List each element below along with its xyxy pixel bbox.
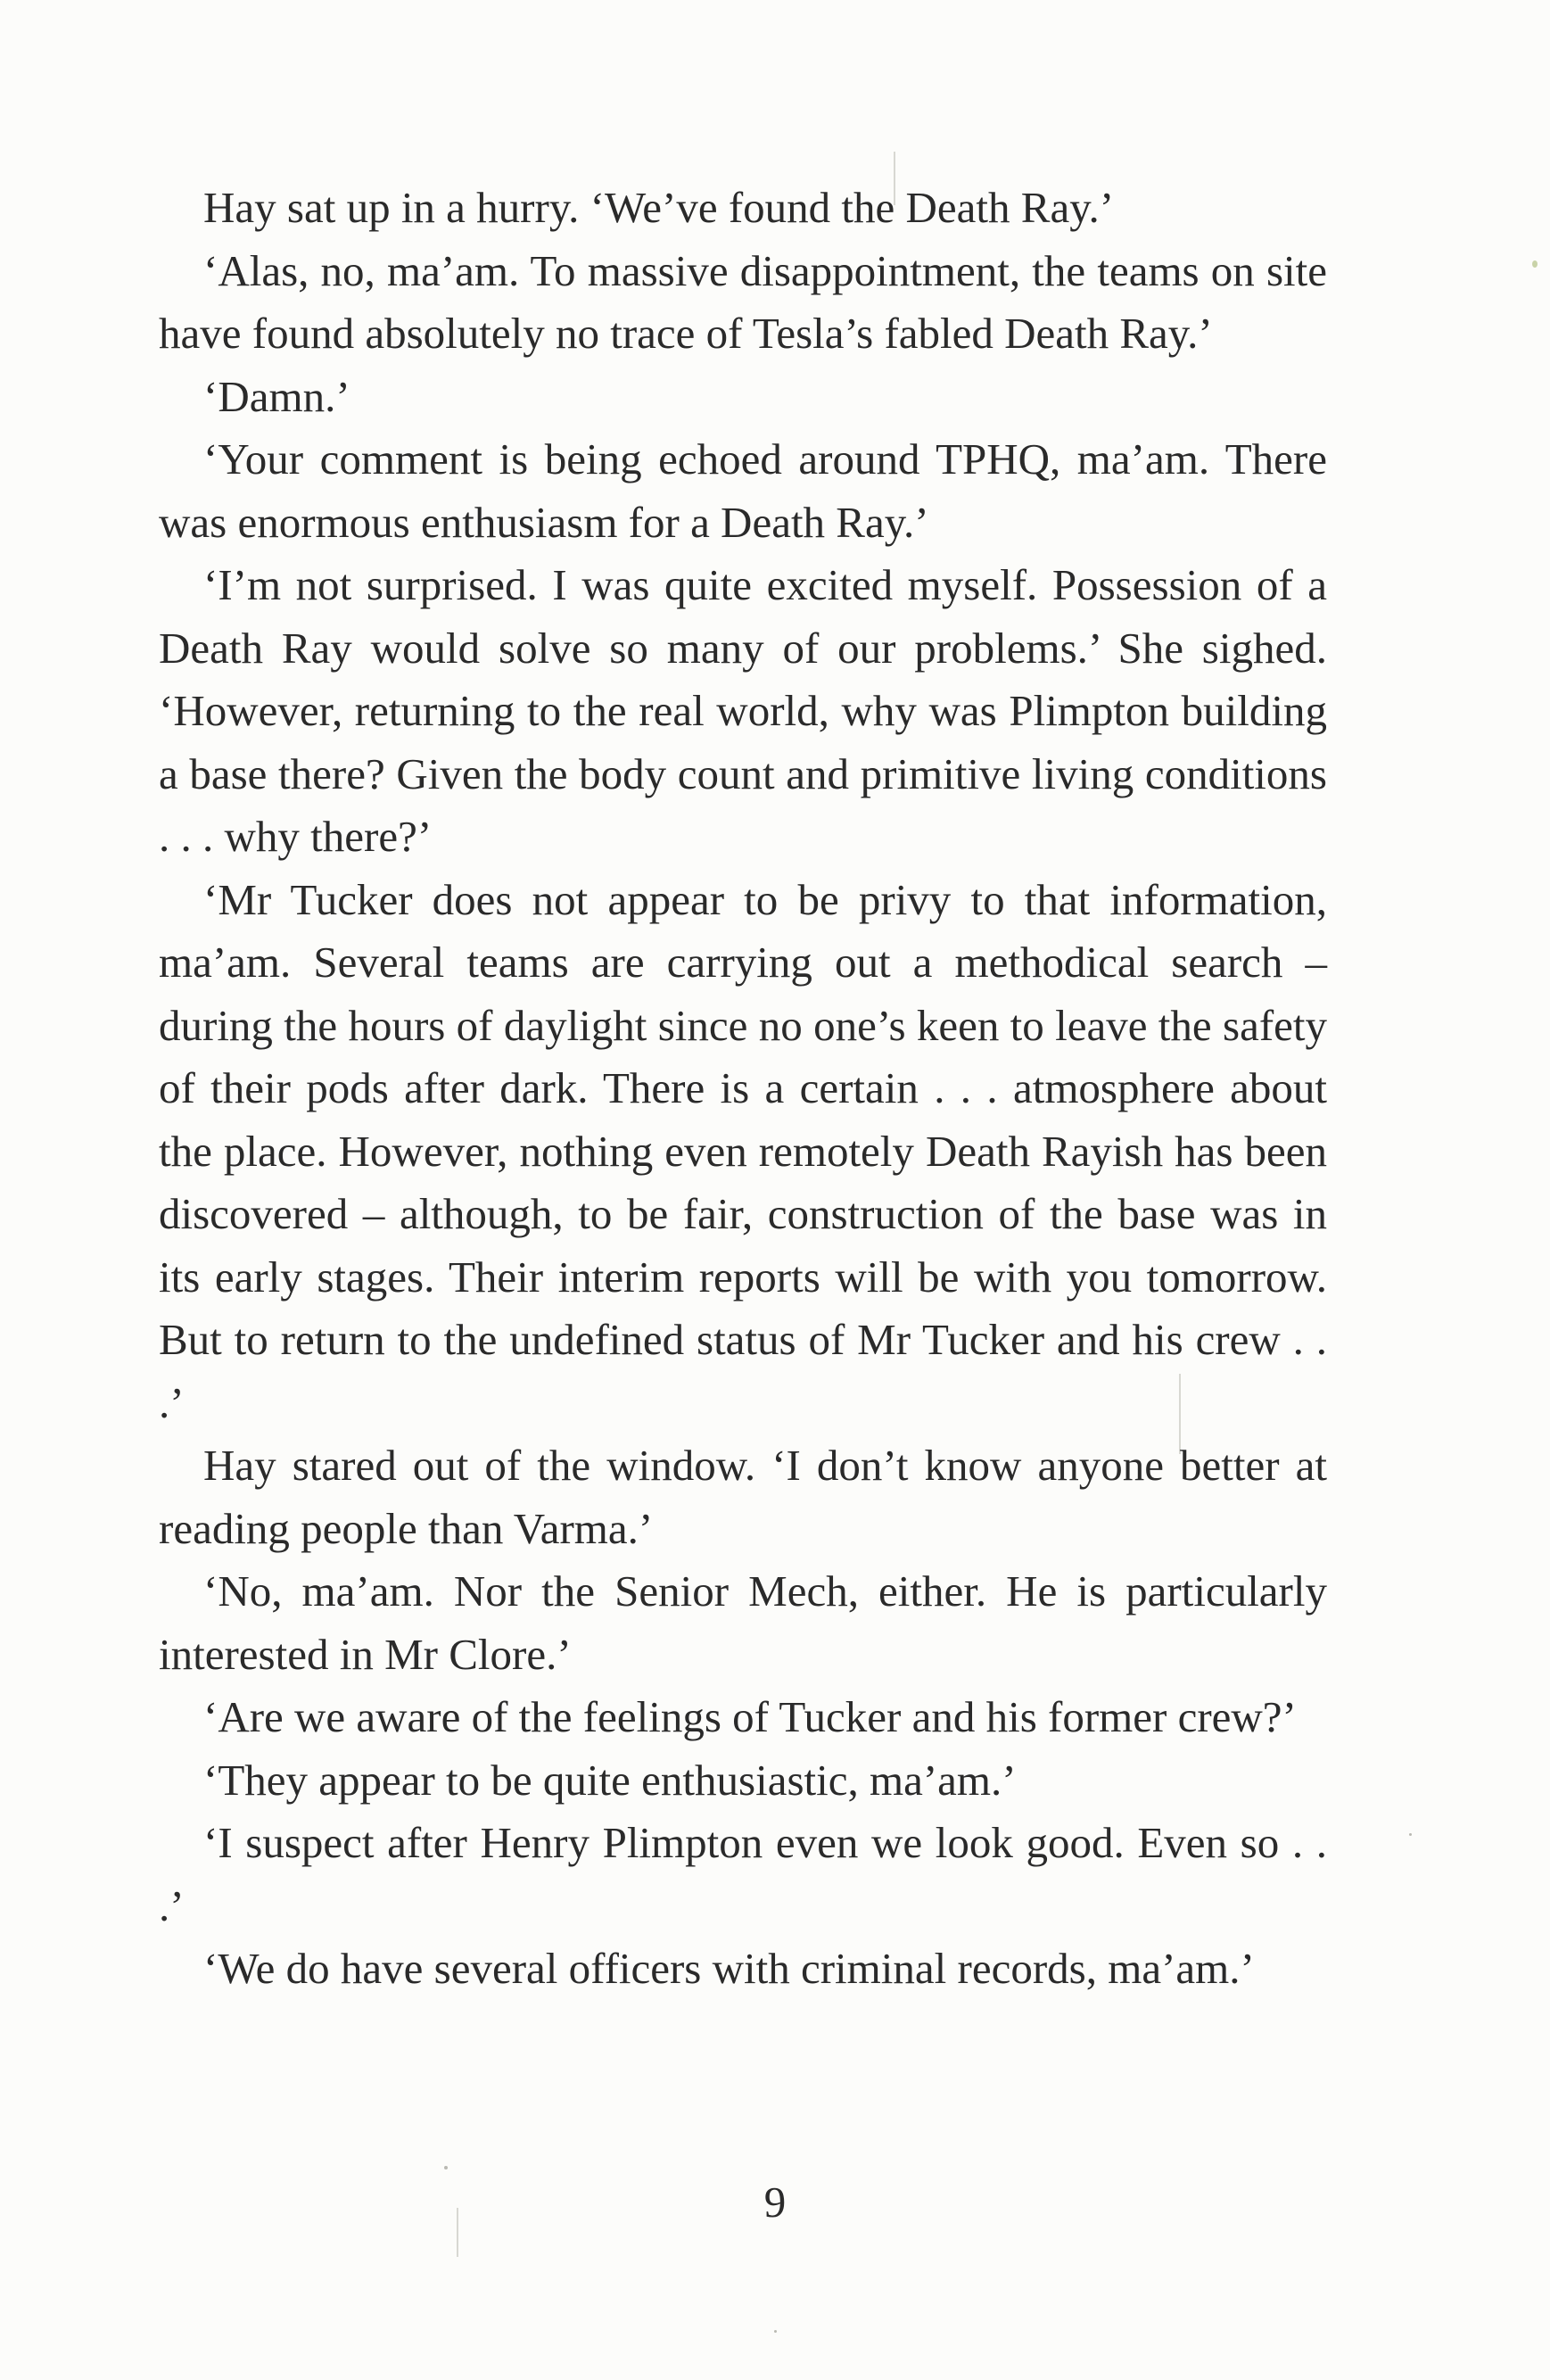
paragraph: Hay sat up in a hurry. ‘We’ve found the Death Ray.’ <box>203 183 1115 232</box>
paragraph: ‘Your comment is being echoed around TPHQ, ma’am. There was enormous enthusiasm for a Death Ray.’ <box>159 434 1327 547</box>
paragraph: ‘No, ma’am. Nor the Senior Mech, either. He is particularly interested in Mr Clore.’ <box>159 1566 1327 1679</box>
paragraph: ‘Are we aware of the feelings of Tucker and his former crew?’ <box>203 1692 1297 1741</box>
scan-speck <box>774 2330 777 2333</box>
paragraph: ‘They appear to be quite enthusiastic, ma’am.’ <box>203 1755 1017 1805</box>
page-number: 9 <box>763 2178 787 2227</box>
scan-speck <box>1409 1833 1412 1836</box>
paragraph: ‘Mr Tucker does not appear to be privy to that information, ma’am. Several teams are carrying out a methodical search – during the hours of daylight since no one’s keen to leave the safety of their pods after dark. There is a certain . . . atmosphere about the place. However, nothing even remotely Death Rayish has been discovered – although, to be fair, construction of the base was in its early stages. Their interim reports will be with you tomorrow. But to return to the undefined status of Mr Tucker and his crew . . .’ <box>159 874 1327 1427</box>
paragraph: ‘We do have several officers with criminal records, ma’am.’ <box>203 1944 1255 1993</box>
paragraph: ‘I’m not surprised. I was quite excited myself. Possession of a Death Ray would solve so many of our problems.’ She sighed. ‘However, returning to the real world, why was Plimpton building a base there? Given the body count and primitive living conditions . . . why there?’ <box>159 560 1327 861</box>
body-text <box>159 177 1327 2001</box>
paragraph: ‘I suspect after Henry Plimpton even we look good. Even so . . .’ <box>159 1818 1327 1930</box>
paragraph: Hay stared out of the window. ‘I don’t know anyone better at reading people than Varma.’ <box>159 1441 1327 1553</box>
paragraph: ‘Alas, no, ma’am. To massive disappointment, the teams on site have found absolutely no trace of Tesla’s fabled Death Ray.’ <box>159 245 1327 358</box>
paragraph: ‘Damn.’ <box>203 371 350 421</box>
scan-speck <box>444 2166 448 2169</box>
scan-speck <box>1532 260 1538 268</box>
